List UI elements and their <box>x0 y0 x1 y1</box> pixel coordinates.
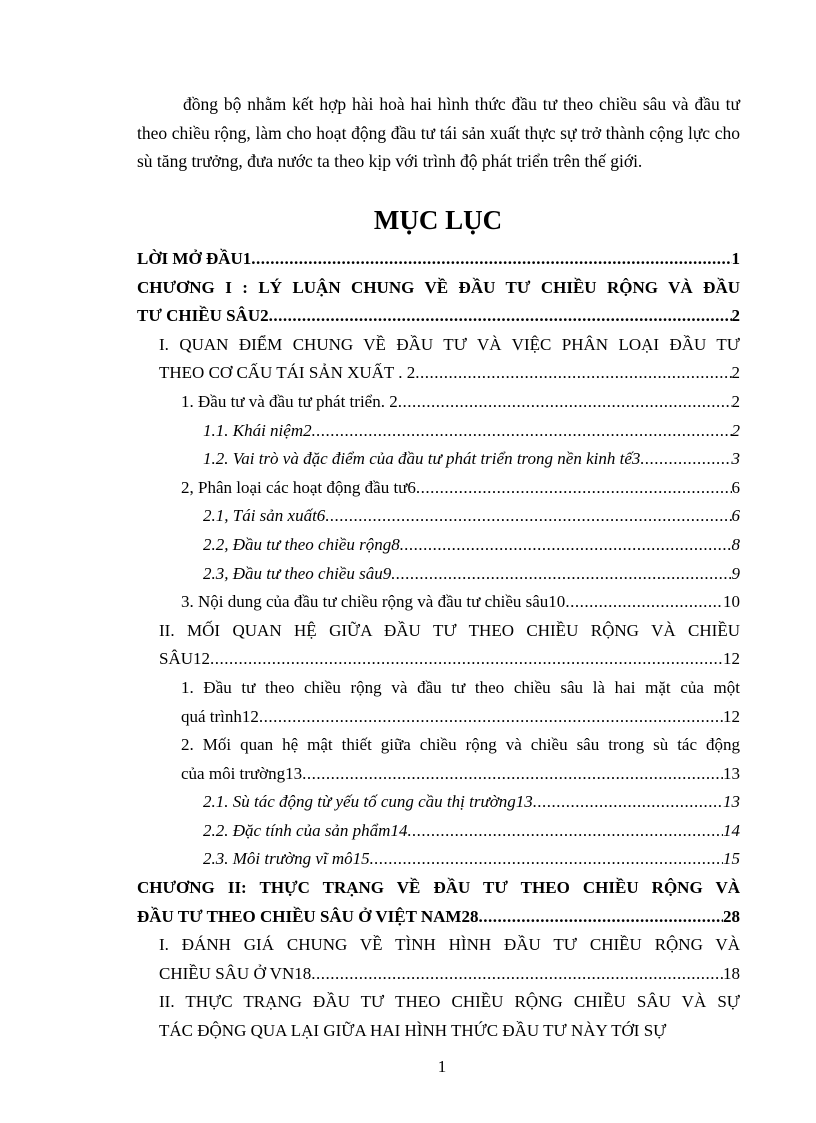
toc-dot-leader <box>210 645 723 674</box>
table-of-contents <box>137 245 740 1046</box>
toc-entry[interactable] <box>203 845 740 874</box>
toc-entry-title: TƯ CHIỀU SÂU2 <box>137 306 269 326</box>
toc-entry-title: 2.1, Tái sản xuất6 <box>203 506 326 526</box>
page-number: 1 <box>437 1057 447 1076</box>
toc-page-number: 2 <box>731 363 740 383</box>
toc-entry[interactable] <box>137 245 740 274</box>
toc-entry-title: 1. Đầu tư và đầu tư phát triển. 2 <box>181 391 398 411</box>
toc-entry-title-line: II. THỰC TRẠNG ĐẦU TƯ THEO CHIỀU RỘNG CHIỀU SÂU VÀ SỰ <box>159 992 740 1012</box>
toc-entry-title: THEO CƠ CẤU TÁI SẢN XUẤT . 2 <box>159 363 416 383</box>
toc-page-number: 28 <box>723 906 740 926</box>
toc-page-number: 12 <box>723 706 740 726</box>
toc-page-number: 18 <box>723 963 740 983</box>
toc-dot-leader <box>640 445 731 474</box>
toc-page-number: 9 <box>731 563 740 583</box>
toc-entry[interactable] <box>159 988 740 1045</box>
toc-entry-title: LỜI MỞ ĐẦU1 <box>137 249 252 268</box>
toc-entry[interactable] <box>203 788 740 817</box>
toc-page-number: 10 <box>723 592 740 612</box>
toc-entry[interactable] <box>181 731 740 788</box>
toc-entry-title-line: CHƯƠNG II: THỰC TRẠNG VỀ ĐẦU TƯ THEO CHIỀU RỘNG VÀ <box>137 878 740 898</box>
toc-page-number: 1 <box>731 249 740 268</box>
toc-entry-title: 3. Nội dung của đầu tư chiều rộng và đầu tư chiều sâu10 <box>181 592 566 612</box>
toc-entry-title: 2.2, Đầu tư theo chiều rộng8 <box>203 534 400 554</box>
toc-dot-leader <box>565 588 723 617</box>
toc-entry[interactable] <box>137 874 740 931</box>
toc-page-number: 12 <box>723 649 740 669</box>
toc-page-number: 13 <box>723 763 740 783</box>
toc-entry[interactable] <box>159 617 740 674</box>
toc-page-number: 14 <box>723 820 740 840</box>
toc-entry-title-line: I. ĐÁNH GIÁ CHUNG VỀ TÌNH HÌNH ĐẦU TƯ CHIỀU RỘNG VÀ <box>159 935 740 955</box>
toc-entry-title: SÂU12 <box>159 649 211 669</box>
toc-entry-title-line: II. MỐI QUAN HỆ GIỮA ĐẦU TƯ THEO CHIỀU RỘNG VÀ CHIỀU <box>159 620 740 640</box>
toc-dot-leader <box>311 960 723 989</box>
toc-entry[interactable] <box>159 331 740 388</box>
intro-paragraph: đồng bộ nhằm kết hợp hài hoà hai hình thức đầu tư theo chiều sâu và đầu tư theo chiều rộng, làm cho hoạt động đầu tư tái sản xuất thực sự trở thành cộng lực cho sù tăng trưởng, đưa nước ta theo kịp với trình độ phát triển trên thế giới. <box>137 94 740 171</box>
toc-entry-title: của môi trường13 <box>181 763 303 783</box>
toc-dot-leader <box>302 760 723 789</box>
toc-entry-title: quá trình12 <box>181 706 259 726</box>
toc-entry-title: 2.3. Môi trường vĩ mô15 <box>203 849 370 869</box>
toc-page-number: 15 <box>723 849 740 869</box>
toc-dot-leader <box>407 817 723 846</box>
toc-dot-leader <box>251 245 731 274</box>
toc-dot-leader <box>478 903 723 932</box>
toc-page-number: 2 <box>731 420 740 440</box>
toc-entry[interactable] <box>181 474 740 503</box>
toc-dot-leader <box>398 388 732 417</box>
toc-entry[interactable] <box>203 817 740 846</box>
toc-entry[interactable] <box>181 588 740 617</box>
toc-entry-title: 2.3, Đầu tư theo chiều sâu9 <box>203 563 392 583</box>
toc-page-number: 2 <box>731 306 740 326</box>
toc-dot-leader <box>312 417 732 446</box>
toc-entry-title: 2.2. Đặc tính của sản phẩm14 <box>203 820 408 840</box>
toc-entry[interactable] <box>181 674 740 731</box>
toc-entry[interactable] <box>137 274 740 331</box>
toc-entry[interactable] <box>203 445 740 474</box>
toc-dot-leader <box>533 788 723 817</box>
toc-entry-title: TÁC ĐỘNG QUA LẠI GIỮA HAI HÌNH THỨC ĐẦU TƯ NÀY TỚI SỰ <box>159 1021 667 1041</box>
toc-dot-leader <box>259 703 723 732</box>
toc-page-number: 8 <box>731 534 740 554</box>
toc-entry[interactable] <box>181 388 740 417</box>
toc-dot-leader <box>370 845 723 874</box>
toc-entry-title: 2, Phân loại các hoạt động đầu tư6 <box>181 477 416 497</box>
toc-title: MỤC LỤC <box>373 205 503 235</box>
toc-dot-leader <box>391 560 731 589</box>
toc-entry-title-line: I. QUAN ĐIỂM CHUNG VỀ ĐẦU TƯ VÀ VIỆC PHÂN LOẠI ĐẦU TƯ <box>159 334 740 354</box>
toc-entry-title: 1.1. Khái niệm2 <box>203 420 312 440</box>
toc-entry-title-line: CHƯƠNG I : LÝ LUẬN CHUNG VỀ ĐẦU TƯ CHIỀU RỘNG VÀ ĐẦU <box>137 277 740 297</box>
toc-page-number: 6 <box>731 477 740 497</box>
toc-dot-leader <box>325 502 731 531</box>
toc-entry-title-line: 2. Mối quan hệ mật thiết giữa chiều rộng và chiều sâu trong sù tác động <box>181 735 740 755</box>
toc-entry[interactable] <box>159 931 740 988</box>
toc-page-number: 13 <box>723 792 740 812</box>
toc-page-number: 2 <box>731 391 740 411</box>
toc-dot-leader <box>400 531 732 560</box>
toc-entry[interactable] <box>203 502 740 531</box>
toc-page-number: 6 <box>731 506 740 526</box>
toc-entry-title: 1.2. Vai trò và đặc điểm của đầu tư phát triển trong nền kinh tế3 <box>203 449 641 469</box>
toc-dot-leader <box>416 474 732 503</box>
toc-entry[interactable] <box>203 531 740 560</box>
toc-entry[interactable] <box>203 417 740 446</box>
toc-entry-title-line: 1. Đầu tư theo chiều rộng và đầu tư theo chiều sâu là hai mặt của một <box>181 677 740 697</box>
toc-entry-title: ĐẦU TƯ THEO CHIỀU SÂU Ở VIỆT NAM28 <box>137 906 479 926</box>
toc-page-number: 3 <box>731 449 740 469</box>
toc-entry-title: CHIỀU SÂU Ở VN18 <box>159 963 312 983</box>
toc-entry-title: 2.1. Sù tác động từ yếu tố cung cầu thị trường13 <box>203 792 533 812</box>
toc-dot-leader <box>415 359 731 388</box>
toc-dot-leader <box>269 302 732 331</box>
toc-entry[interactable] <box>203 560 740 589</box>
